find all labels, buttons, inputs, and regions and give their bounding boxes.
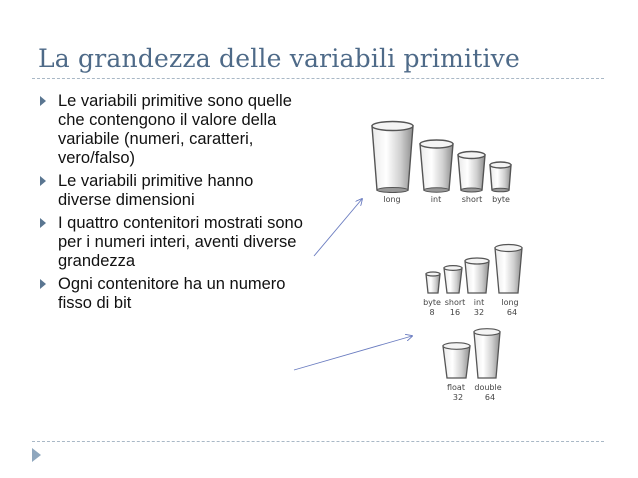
cup-group-1 xyxy=(372,122,511,205)
cup-byte xyxy=(426,272,440,293)
bits-byte: 8 xyxy=(429,308,435,317)
bits-double: 64 xyxy=(484,393,496,402)
bits-float: 32 xyxy=(452,393,464,402)
bits-long: 64 xyxy=(506,308,518,317)
bullet-text: Le variabili primitive sono quelle che contengono il valore della variabile (numeri, caratteri, vero/falso) xyxy=(58,92,292,167)
bullet-text: Le variabili primitive hanno diverse dimensioni xyxy=(58,172,254,209)
cup-short xyxy=(444,266,462,293)
bullet-text: Ogni contenitore ha un numero fisso di bit xyxy=(58,275,286,312)
cup-double xyxy=(474,329,500,378)
bullet-text: I quattro contenitori mostrati sono per i numeri interi, aventi diverse grandezza xyxy=(58,214,303,270)
bits-short: 16 xyxy=(449,308,461,317)
slide-title: La grandezza delle variabili primitive xyxy=(38,44,520,73)
cup-float xyxy=(443,343,470,378)
cup-int xyxy=(465,258,489,293)
label-long: long xyxy=(383,195,401,204)
label-short: short xyxy=(444,298,466,307)
next-slide-icon[interactable] xyxy=(32,448,41,462)
label-byte: byte xyxy=(423,298,441,307)
pointer-arrow xyxy=(314,199,362,256)
pointer-arrow xyxy=(294,336,412,370)
label-int: int xyxy=(473,298,485,307)
label-int: int xyxy=(430,195,442,204)
cup-long xyxy=(495,245,522,294)
label-double: double xyxy=(474,383,502,392)
cup-group-3 xyxy=(443,329,502,402)
label-float: float xyxy=(447,383,465,392)
cup-int xyxy=(420,140,453,192)
cup-long xyxy=(372,122,413,193)
cup-byte xyxy=(490,162,511,192)
bits-int: 32 xyxy=(473,308,485,317)
cup-group-2 xyxy=(423,245,522,318)
cup-short xyxy=(458,152,485,193)
footer-divider xyxy=(32,441,604,442)
label-short: short xyxy=(461,195,483,204)
label-long: long xyxy=(501,298,519,307)
label-byte: byte xyxy=(492,195,510,204)
